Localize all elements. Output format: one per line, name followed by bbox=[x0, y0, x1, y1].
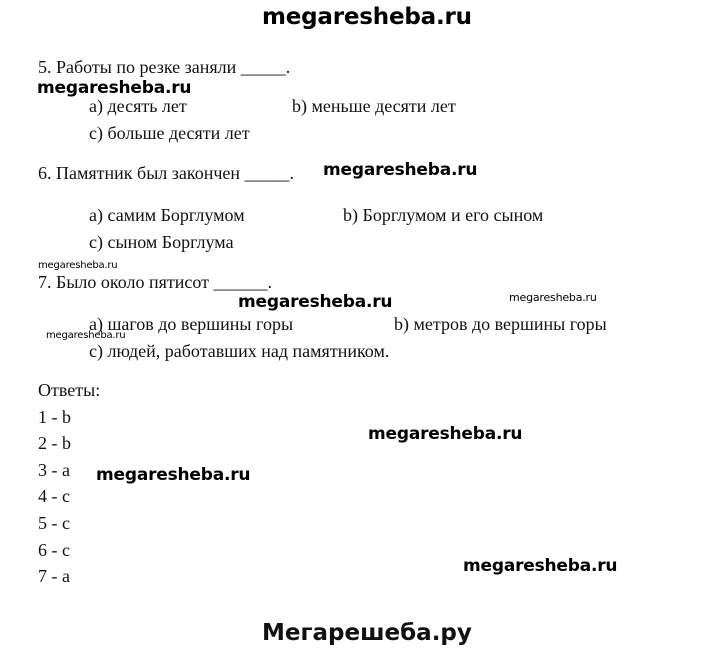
answer-item: 4 - c bbox=[38, 486, 70, 506]
question-7-option-c: c) людей, работавших над памятником. bbox=[89, 341, 390, 361]
watermark: megaresheba.ru bbox=[46, 330, 126, 341]
answer-item: 2 - b bbox=[38, 433, 71, 453]
question-5-option-c: c) больше десяти лет bbox=[89, 123, 250, 143]
answer-item: 3 - a bbox=[38, 460, 70, 480]
watermark: megaresheba.ru bbox=[463, 556, 618, 576]
question-6-option-c: c) сыном Борглума bbox=[89, 232, 234, 252]
question-5-stem: 5. Работы по резке заняли _____. bbox=[38, 57, 291, 77]
watermark: megaresheba.ru bbox=[96, 465, 251, 485]
header-watermark: megaresheba.ru bbox=[262, 4, 472, 30]
question-6-option-a: a) самим Борглумом bbox=[89, 205, 245, 225]
watermark: megaresheba.ru bbox=[38, 260, 118, 271]
watermark: megaresheba.ru bbox=[509, 291, 597, 304]
watermark: megaresheba.ru bbox=[368, 424, 523, 444]
watermark: megaresheba.ru bbox=[37, 78, 192, 98]
answer-item: 6 - c bbox=[38, 540, 70, 560]
footer-title: Мегарешеба.ру bbox=[262, 620, 472, 646]
answer-item: 7 - a bbox=[38, 566, 70, 586]
question-7-option-b: b) метров до вершины горы bbox=[394, 314, 607, 334]
question-5-option-a: a) десять лет bbox=[89, 96, 187, 116]
answer-item: 1 - b bbox=[38, 407, 71, 427]
watermark: megaresheba.ru bbox=[323, 160, 478, 180]
answers-title: Ответы: bbox=[38, 380, 101, 400]
answer-item: 5 - c bbox=[38, 513, 70, 533]
watermark: megaresheba.ru bbox=[238, 292, 393, 312]
question-7-option-a: a) шагов до вершины горы bbox=[89, 314, 294, 334]
question-6-option-b: b) Борглумом и его сыном bbox=[343, 205, 544, 225]
question-6-stem: 6. Памятник был закончен _____. bbox=[38, 163, 295, 183]
question-7-stem: 7. Было около пятисот ______. bbox=[38, 272, 273, 292]
question-5-option-b: b) меньше десяти лет bbox=[292, 96, 456, 116]
